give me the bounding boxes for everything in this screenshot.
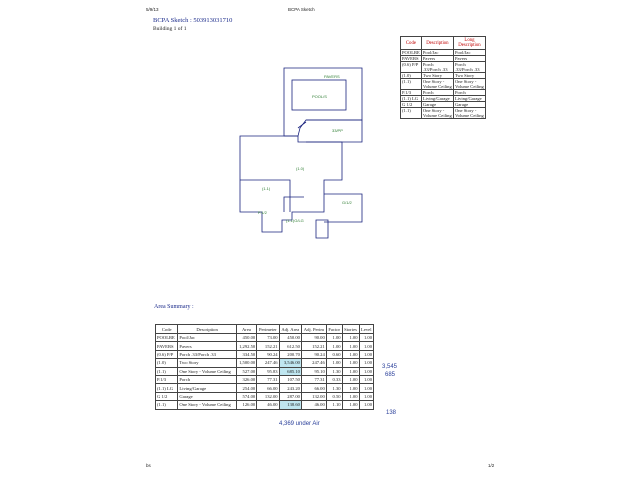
area-header: Description [178, 325, 236, 334]
area-cell: 287.00 [279, 392, 301, 400]
area-cell: Porch [178, 375, 236, 383]
legend-cell: One Story - Volume Ceiling [422, 108, 452, 118]
legend-cell: (1.1) [401, 79, 422, 90]
corner-bevel [298, 122, 306, 128]
area-cell: 1.00 [359, 384, 374, 392]
area-cell: 1.00 [342, 375, 359, 383]
legend-cell: Pavers [453, 56, 485, 62]
print-header-title: BCPA Sketch [288, 7, 315, 12]
area-cell: 0.60 [326, 350, 342, 358]
area-header: Factor [326, 325, 342, 334]
area-cell: 612.50 [279, 342, 301, 350]
area-summary-table [155, 324, 374, 410]
area-cell: 1.00 [359, 359, 374, 367]
area-cell: Pavers [178, 342, 236, 350]
area-cell: Living/Garage [178, 384, 236, 392]
area-row [156, 392, 374, 400]
area-cell: (1.1) [156, 401, 178, 409]
area-cell: 0.50 [326, 392, 342, 400]
area-row [156, 375, 374, 383]
area-row [156, 359, 374, 367]
legend-row [401, 79, 486, 90]
area-cell: One Story - Volume Ceiling [178, 367, 236, 375]
legend-cell: Living/Garage [421, 96, 453, 102]
area-cell: Two Story [178, 359, 236, 367]
area-cell: 1.00 [359, 334, 374, 342]
area-cell: 95.10 [301, 367, 326, 375]
porch-f-label: P.1/2 [258, 210, 267, 215]
legend-header: Description [421, 37, 453, 50]
area-cell: (1.1) LG [156, 384, 178, 392]
area-cell: 1.00 [342, 359, 359, 367]
footer-left: bs [146, 463, 151, 468]
area-cell: G 1/2 [156, 392, 178, 400]
legend-cell: Two Story [421, 73, 453, 79]
annotation-volume-area: 685 [385, 372, 396, 378]
area-cell: 1.00 [326, 342, 342, 350]
garage-outline [324, 194, 362, 222]
area-cell: 1.30 [326, 367, 342, 375]
area-cell: 574.00 [236, 392, 256, 400]
area-cell: 126.00 [236, 401, 256, 409]
area-cell: (1.0) [156, 359, 178, 367]
main-label: (1.0) [296, 166, 305, 171]
legend-cell: Living/Garage [453, 96, 485, 102]
legend-cell: Pool/Jac [421, 50, 453, 56]
area-header: Adj. Area [279, 325, 301, 334]
area-cell: 1.00 [342, 350, 359, 358]
area-cell: 90.24 [257, 350, 279, 358]
area-cell: 46.00 [257, 401, 279, 409]
area-cell: 77.31 [257, 375, 279, 383]
legend-cell: Pavers [421, 56, 453, 62]
area-row [156, 367, 374, 375]
wing-label: (1.1) [262, 186, 271, 191]
area-cell: 1.00 [359, 367, 374, 375]
area-header: Stories [342, 325, 359, 334]
area-cell: 77.31 [301, 375, 326, 383]
area-cell: 132.00 [301, 392, 326, 400]
annotation-small-area: 138 [386, 410, 397, 416]
area-cell: PAVERS [156, 342, 178, 350]
area-cell: 1,500.00 [236, 359, 256, 367]
area-cell: 46.00 [301, 401, 326, 409]
area-cell: 1.00 [359, 350, 374, 358]
sketch-subtitle: Building 1 of 1 [153, 26, 187, 32]
area-row [156, 334, 374, 342]
floor-plan-sketch [232, 62, 368, 254]
area-cell: One Story - Volume Ceiling [178, 401, 236, 409]
area-header: Adj. Perim [301, 325, 326, 334]
legend-cell: Garage [421, 102, 453, 108]
legend-row [401, 96, 486, 102]
area-cell: 90.00 [301, 334, 326, 342]
legend-cell: PAVERS [401, 56, 422, 62]
area-summary-title: Area Summary : [154, 304, 194, 310]
area-cell: 1.00 [342, 367, 359, 375]
legend-cell: (1.1) LG [401, 96, 422, 102]
area-cell: 1.00 [342, 384, 359, 392]
lg-label: (1.1)G/LG [286, 218, 304, 223]
legend-row [401, 108, 486, 119]
area-cell: 1.00 [342, 401, 359, 409]
legend-cell: One Story - Volume Ceiling [454, 108, 484, 118]
room-wall-2 [284, 197, 304, 212]
area-cell: 527.00 [236, 367, 256, 375]
area-cell: 95.83 [257, 367, 279, 375]
area-cell-highlighted: 3,546.00 [279, 359, 301, 367]
area-cell: 1.30 [326, 384, 342, 392]
area-cell: 243.20 [279, 384, 301, 392]
area-cell: Porch .33/Porch .33 [178, 350, 236, 358]
bump-outline [316, 220, 328, 238]
area-cell: 1.00 [359, 401, 374, 409]
area-row [156, 350, 374, 358]
area-cell: 1.00 [326, 334, 342, 342]
legend-header: Code [401, 37, 422, 50]
legend-cell: (1.1) [401, 108, 422, 119]
area-cell: 66.00 [301, 384, 326, 392]
pavers-label: PAVERS [324, 74, 340, 79]
area-cell: (0.6) P/P [156, 350, 178, 358]
area-cell: 73.00 [257, 334, 279, 342]
area-cell: 132.00 [257, 392, 279, 400]
annotation-two-story-area: 3,545 [382, 364, 398, 370]
legend-cell: Porch [421, 90, 453, 96]
area-cell: 152.21 [301, 342, 326, 350]
room-wall-1 [240, 180, 290, 212]
legend-cell: G 1/2 [401, 102, 422, 108]
area-cell: 334.50 [236, 350, 256, 358]
area-row [156, 342, 374, 350]
area-header: Code [156, 325, 178, 334]
legend-cell: Porch .33/Porch .33 [453, 62, 485, 73]
legend-cell: Pool/Jac [453, 50, 485, 56]
area-cell: 1.00 [342, 342, 359, 350]
legend-cell: Two Story [453, 73, 485, 79]
area-cell: 0.33 [326, 375, 342, 383]
area-cell: P.1/3 [156, 375, 178, 383]
area-cell: 247.46 [301, 359, 326, 367]
legend-cell: Garage [453, 102, 485, 108]
legend-row [401, 62, 486, 73]
area-cell: 152.21 [257, 342, 279, 350]
area-header-row [156, 325, 374, 334]
area-cell: 1.00 [359, 375, 374, 383]
area-cell: 1.00 [326, 359, 342, 367]
area-cell: 66.00 [257, 384, 279, 392]
area-cell: 450.00 [279, 334, 301, 342]
legend-header: Long Description [453, 37, 485, 50]
porch-label: 33/PP [332, 128, 343, 133]
area-cell: 1.00 [342, 334, 359, 342]
area-cell: 1,292.50 [236, 342, 256, 350]
garage-label: G/1/2 [342, 200, 352, 205]
area-cell: 326.00 [236, 375, 256, 383]
area-cell: 450.00 [236, 334, 256, 342]
legend-cell: POOLRE [402, 50, 420, 55]
page-number: 1/2 [488, 463, 495, 468]
area-cell: 1.00 [342, 392, 359, 400]
legend-cell: Porch .33/Porch .33 [421, 62, 453, 73]
area-header: Perimeter [257, 325, 279, 334]
annotation-under-air-total: 4,369 under Air [279, 421, 320, 427]
area-cell: 247.46 [257, 359, 279, 367]
legend-cell: P.1/3 [401, 90, 422, 96]
area-row [156, 384, 374, 392]
area-cell: POOLRE [156, 334, 178, 342]
pool-label: POOL/S [312, 94, 327, 99]
area-cell-highlighted: 138.60 [279, 401, 301, 409]
area-cell: 200.70 [279, 350, 301, 358]
sketch-title: BCPA Sketch : 503913031710 [153, 17, 233, 24]
area-cell: 1.00 [359, 392, 374, 400]
legend-cell: Porch [453, 90, 485, 96]
area-header: Level [359, 325, 374, 334]
area-cell: (1.1) [156, 367, 178, 375]
legend-cell: One Story - Volume Ceiling [422, 79, 452, 89]
area-cell: Garage [178, 392, 236, 400]
legend-cell: One Story - Volume Ceiling [454, 79, 484, 89]
area-row [156, 401, 374, 409]
legend-header-row [401, 37, 486, 50]
area-cell: 90.24 [301, 350, 326, 358]
area-cell: 254.00 [236, 384, 256, 392]
area-cell: 107.50 [279, 375, 301, 383]
area-cell: 1.10 [326, 401, 342, 409]
legend-cell: (0.6) P/P [401, 62, 422, 73]
legend-cell: (1.0) [401, 73, 422, 79]
area-cell: 1.00 [359, 342, 374, 350]
area-header: Area [236, 325, 256, 334]
area-cell: Pool/Jac [178, 334, 236, 342]
legend-table [400, 36, 486, 119]
pavers-outline [284, 68, 362, 136]
area-cell-highlighted: 685.10 [279, 367, 301, 375]
print-date: 5/9/13 [146, 7, 159, 12]
